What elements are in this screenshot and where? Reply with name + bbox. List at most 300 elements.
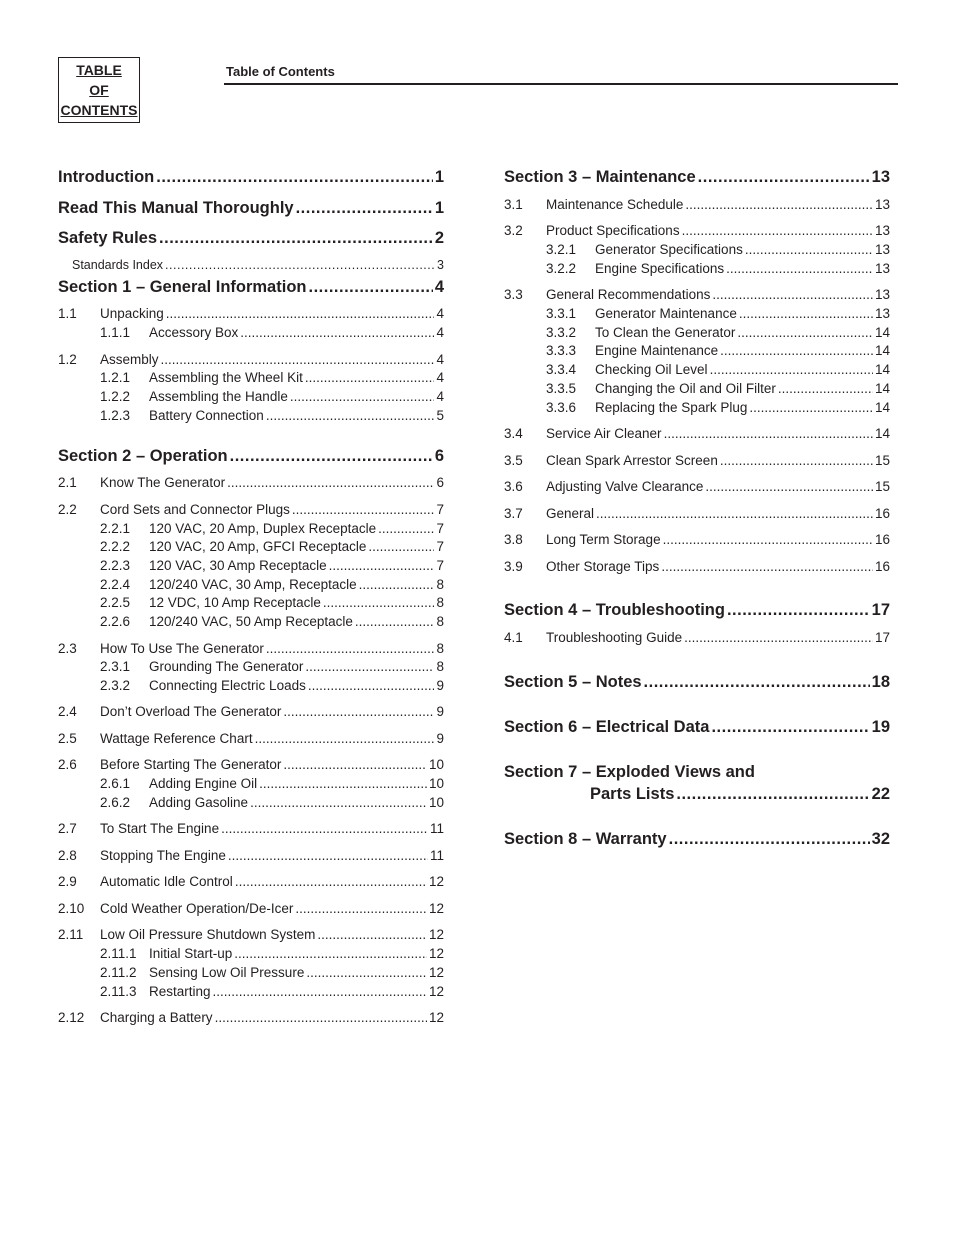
entry-page-number: 12 — [428, 965, 444, 980]
entry-page-number: 10 — [428, 795, 444, 810]
entry-title: Sensing Low Oil Pressure — [149, 965, 305, 980]
toc-entry-e2-2-3[interactable] — [100, 557, 444, 575]
entry-number: 3.3.3 — [546, 343, 577, 358]
entry-page-number: 1 — [434, 168, 444, 186]
entry-page-number: 11 — [429, 848, 444, 863]
toc-entry-s4[interactable] — [504, 598, 890, 622]
toc-entry-e3-7[interactable] — [504, 505, 890, 523]
entry-title: Service Air Cleaner — [546, 426, 662, 441]
entry-page-number: 9 — [436, 678, 444, 693]
entry-number: 2.3 — [58, 641, 77, 656]
entry-page-number: 4 — [436, 306, 444, 321]
entry-number: 2.6.1 — [100, 776, 131, 791]
entry-number: 2.8 — [58, 848, 77, 863]
entry-title: Initial Start-up — [149, 946, 233, 961]
entry-number: 2.1 — [58, 475, 77, 490]
toc-entry-e2-9[interactable] — [58, 873, 444, 891]
entry-title: General Recommendations — [546, 287, 711, 302]
entry-number: 2.11.3 — [100, 984, 137, 999]
entry-number: 2.11.1 — [100, 946, 137, 961]
entry-page-number: 13 — [874, 306, 890, 321]
leader-dots — [596, 505, 873, 523]
entry-title: Assembling the Wheel Kit — [149, 370, 303, 385]
entry-title: 120/240 VAC, 30 Amp, Receptacle — [149, 577, 357, 592]
entry-title: Changing the Oil and Oil Filter — [595, 381, 776, 396]
toc-entry-e3-3-2[interactable] — [546, 324, 890, 342]
toc-entry-e2-2[interactable] — [58, 501, 444, 519]
entry-number: 3.9 — [504, 559, 523, 574]
leader-dots — [228, 847, 428, 865]
toc-entry-e2-3-2[interactable] — [100, 677, 444, 695]
entry-title: Generator Maintenance — [595, 306, 737, 321]
entry-title: Unpacking — [100, 306, 164, 321]
leader-dots — [698, 165, 870, 189]
entry-number: 2.3.2 — [100, 678, 131, 693]
entry-title: Before Starting The Generator — [100, 757, 282, 772]
entry-page-number: 12 — [428, 874, 444, 889]
toc-entry-s7[interactable] — [590, 782, 890, 806]
entry-number: 3.2 — [504, 223, 523, 238]
entry-page-number: 5 — [436, 408, 444, 423]
entry-title: Restarting — [149, 984, 211, 999]
entry-page-number: 10 — [428, 757, 444, 772]
leader-dots — [676, 782, 869, 806]
entry-page-number: 12 — [428, 1010, 444, 1025]
toc-entry-e2-2-4[interactable] — [100, 576, 444, 594]
leader-dots — [317, 926, 427, 944]
entry-title: Wattage Reference Chart — [100, 731, 253, 746]
leader-dots — [664, 425, 873, 443]
entry-page-number: 15 — [874, 479, 890, 494]
leader-dots — [165, 257, 435, 273]
leader-dots — [306, 964, 427, 982]
entry-title: Section 2 – Operation — [58, 447, 228, 465]
page-header-title: Table of Contents — [226, 64, 335, 79]
entry-page-number: 14 — [874, 381, 890, 396]
entry-number: 2.5 — [58, 731, 77, 746]
entry-page-number: 12 — [428, 946, 444, 961]
entry-page-number: 11 — [429, 821, 444, 836]
entry-page-number: 13 — [874, 242, 890, 257]
entry-number: 2.2 — [58, 502, 77, 517]
entry-page-number: 6 — [436, 475, 444, 490]
toc-entry-intro[interactable] — [58, 165, 444, 189]
entry-number: 3.2.2 — [546, 261, 577, 276]
toc-entry-e1-1[interactable] — [58, 305, 444, 323]
entry-title: Engine Maintenance — [595, 343, 719, 358]
leader-dots — [720, 342, 873, 360]
leader-dots — [359, 576, 435, 594]
toc-entry-s2[interactable] — [58, 444, 444, 468]
entry-number: 3.1 — [504, 197, 523, 212]
entry-page-number: 7 — [436, 521, 444, 536]
entry-title: Generator Specifications — [595, 242, 743, 257]
entry-title: Clean Spark Arrestor Screen — [546, 453, 718, 468]
entry-page-number: 15 — [874, 453, 890, 468]
entry-title: 120 VAC, 20 Amp, GFCI Receptacle — [149, 539, 367, 554]
toc-entry-e1-2-1[interactable] — [100, 369, 444, 387]
entry-title: Standards Index — [72, 258, 164, 272]
entry-number: 3.3 — [504, 287, 523, 302]
entry-title: Adding Gasoline — [149, 795, 249, 810]
entry-title: To Clean the Generator — [595, 325, 736, 340]
toc-entry-s3[interactable] — [504, 165, 890, 189]
entry-page-number: 13 — [874, 287, 890, 302]
entry-number: 2.6.2 — [100, 795, 131, 810]
leader-dots — [240, 324, 434, 342]
toc-entry-e3-3-6[interactable] — [546, 399, 890, 417]
entry-number: 2.2.2 — [100, 539, 131, 554]
leader-dots — [749, 399, 873, 417]
leader-dots — [159, 226, 433, 250]
toc-entry-e1-2[interactable] — [58, 351, 444, 369]
leader-dots — [255, 730, 435, 748]
entry-title: Long Term Storage — [546, 532, 661, 547]
entry-number: 3.7 — [504, 506, 523, 521]
entry-title: Product Specifications — [546, 223, 680, 238]
entry-page-number: 8 — [436, 595, 444, 610]
leader-dots — [292, 501, 435, 519]
leader-dots — [644, 670, 870, 694]
entry-title: 12 VDC, 10 Amp Receptacle — [149, 595, 321, 610]
leader-dots — [745, 241, 873, 259]
toc-entry-e3-5[interactable] — [504, 452, 890, 470]
entry-number: 1.1 — [58, 306, 77, 321]
entry-number: 3.3.4 — [546, 362, 577, 377]
leader-dots — [305, 369, 435, 387]
entry-number: 1.2.2 — [100, 389, 131, 404]
toc-entry-s6[interactable] — [504, 715, 890, 739]
entry-title: Assembly — [100, 352, 159, 367]
leader-dots — [305, 658, 434, 676]
toc-entry-e3-8[interactable] — [504, 531, 890, 549]
entry-title: Troubleshooting Guide — [546, 630, 683, 645]
toc-entry-e2-12[interactable] — [58, 1009, 444, 1027]
toc-entry-e2-2-2[interactable] — [100, 538, 444, 556]
entry-number: 2.9 — [58, 874, 77, 889]
entry-title: Section 3 – Maintenance — [504, 168, 696, 186]
leader-dots — [250, 794, 427, 812]
entry-title: Low Oil Pressure Shutdown System — [100, 927, 316, 942]
toc-entry-standards[interactable] — [72, 257, 444, 273]
entry-page-number: 16 — [874, 506, 890, 521]
leader-dots — [290, 388, 435, 406]
entry-page-number: 12 — [428, 927, 444, 942]
entry-title: Charging a Battery — [100, 1010, 213, 1025]
entry-title: Checking Oil Level — [595, 362, 708, 377]
entry-page-number: 17 — [874, 630, 890, 645]
entry-page-number: 4 — [436, 352, 444, 367]
entry-title: Maintenance Schedule — [546, 197, 684, 212]
entry-page-number: 14 — [874, 325, 890, 340]
entry-page-number: 14 — [874, 362, 890, 377]
entry-page-number: 4 — [436, 370, 444, 385]
entry-number: 3.3.1 — [546, 306, 577, 321]
section-7-line-1: Section 7 – Exploded Views and — [504, 763, 755, 781]
entry-number: 2.2.5 — [100, 595, 131, 610]
toc-entry-e3-3-3[interactable] — [546, 342, 890, 360]
toc-entry-e2-11[interactable] — [58, 926, 444, 944]
toc-entry-e2-11-3[interactable] — [100, 983, 444, 1001]
entry-title: Introduction — [58, 168, 155, 186]
toc-entry-e1-1-1[interactable] — [100, 324, 444, 342]
entry-page-number: 16 — [874, 532, 890, 547]
entry-title: Adding Engine Oil — [149, 776, 258, 791]
table-of-contents-tab — [58, 57, 140, 123]
leader-dots — [684, 629, 873, 647]
header-rule — [224, 83, 898, 85]
entry-number: 3.6 — [504, 479, 523, 494]
tab-line-1: TABLE — [76, 62, 122, 78]
entry-title: Section 8 – Warranty — [504, 830, 667, 848]
leader-dots — [685, 196, 873, 214]
entry-page-number: 8 — [436, 577, 444, 592]
entry-page-number: 32 — [871, 830, 890, 848]
leader-dots — [266, 640, 435, 658]
leader-dots — [329, 557, 435, 575]
entry-number: 1.1.1 — [100, 325, 131, 340]
entry-page-number: 7 — [436, 558, 444, 573]
toc-entry-e3-2-2[interactable] — [546, 260, 890, 278]
entry-page-number: 8 — [436, 659, 444, 674]
toc-entry-e2-11-2[interactable] — [100, 964, 444, 982]
entry-page-number: 14 — [874, 426, 890, 441]
leader-dots — [726, 260, 873, 278]
entry-page-number: 8 — [436, 614, 444, 629]
leader-dots — [234, 945, 427, 963]
toc-entry-e2-6-2[interactable] — [100, 794, 444, 812]
entry-number: 3.5 — [504, 453, 523, 468]
entry-title: Battery Connection — [149, 408, 264, 423]
entry-page-number: 12 — [428, 901, 444, 916]
entry-number: 3.2.1 — [546, 242, 577, 257]
toc-entry-e2-6[interactable] — [58, 756, 444, 774]
toc-entry-e3-9[interactable] — [504, 558, 890, 576]
entry-number: 2.11.2 — [100, 965, 137, 980]
entry-number: 2.7 — [58, 821, 77, 836]
leader-dots — [295, 900, 427, 918]
leader-dots — [308, 677, 435, 695]
leader-dots — [213, 983, 427, 1001]
toc-entry-e4-1[interactable] — [504, 629, 890, 647]
entry-page-number: 6 — [434, 447, 444, 465]
entry-number: 2.2.1 — [100, 521, 131, 536]
entry-page-number: 17 — [871, 601, 890, 619]
leader-dots — [323, 594, 435, 612]
entry-title: Stopping The Engine — [100, 848, 226, 863]
toc-entry-e1-2-2[interactable] — [100, 388, 444, 406]
entry-page-number: 14 — [874, 343, 890, 358]
entry-title: Engine Specifications — [595, 261, 725, 276]
leader-dots — [682, 222, 873, 240]
leader-dots — [669, 827, 870, 851]
leader-dots — [355, 613, 435, 631]
leader-dots — [161, 351, 435, 369]
entry-page-number: 13 — [874, 223, 890, 238]
toc-entry-e3-1[interactable] — [504, 196, 890, 214]
entry-title: 120 VAC, 20 Amp, Duplex Receptacle — [149, 521, 377, 536]
entry-number: 3.3.5 — [546, 381, 577, 396]
toc-entry-e2-10[interactable] — [58, 900, 444, 918]
entry-title: Cold Weather Operation/De-Icer — [100, 901, 294, 916]
entry-title: 120/240 VAC, 50 Amp Receptacle — [149, 614, 353, 629]
toc-entry-s5[interactable] — [504, 670, 890, 694]
entry-number: 3.8 — [504, 532, 523, 547]
entry-number: 2.6 — [58, 757, 77, 772]
entry-page-number: 16 — [874, 559, 890, 574]
entry-title: Connecting Electric Loads — [149, 678, 306, 693]
entry-title: Replacing the Spark Plug — [595, 400, 748, 415]
leader-dots — [283, 703, 434, 721]
leader-dots — [296, 196, 433, 220]
leader-dots — [235, 873, 427, 891]
entry-page-number: 9 — [436, 731, 444, 746]
entry-page-number: 3 — [437, 258, 444, 272]
entry-title: General — [546, 506, 595, 521]
entry-page-number: 1 — [434, 199, 444, 217]
toc-entry-e3-3-5[interactable] — [546, 380, 890, 398]
entry-number: 2.2.6 — [100, 614, 131, 629]
entry-page-number: 4 — [436, 325, 444, 340]
toc-entry-s8[interactable] — [504, 827, 890, 851]
entry-page-number: 4 — [436, 389, 444, 404]
entry-number: 2.12 — [58, 1010, 85, 1025]
entry-page-number: 9 — [436, 704, 444, 719]
toc-entry-e2-2-1[interactable] — [100, 520, 444, 538]
leader-dots — [737, 324, 873, 342]
leader-dots — [308, 275, 432, 299]
leader-dots — [368, 538, 434, 556]
entry-title: Assembling the Handle — [149, 389, 288, 404]
leader-dots — [663, 531, 873, 549]
entry-page-number: 13 — [874, 197, 890, 212]
leader-dots — [156, 165, 433, 189]
entry-page-number: 13 — [871, 168, 890, 186]
leader-dots — [283, 756, 427, 774]
leader-dots — [378, 520, 434, 538]
entry-title: How To Use The Generator — [100, 641, 264, 656]
toc-entry-e2-7[interactable] — [58, 820, 444, 838]
leader-dots — [221, 820, 428, 838]
entry-number: 1.2.1 — [100, 370, 131, 385]
toc-entry-e3-3[interactable] — [504, 286, 890, 304]
toc-entry-e3-3-4[interactable] — [546, 361, 890, 379]
leader-dots — [227, 474, 434, 492]
entry-title: Parts Lists — [590, 785, 675, 803]
entry-page-number: 4 — [434, 278, 444, 296]
entry-number: 1.2 — [58, 352, 77, 367]
toc-entry-e2-11-1[interactable] — [100, 945, 444, 963]
entry-page-number: 7 — [436, 502, 444, 517]
entry-title: Other Storage Tips — [546, 559, 660, 574]
entry-number: 2.2.3 — [100, 558, 131, 573]
entry-page-number: 8 — [436, 641, 444, 656]
entry-page-number: 13 — [874, 261, 890, 276]
toc-entry-e1-2-3[interactable] — [100, 407, 444, 425]
leader-dots — [230, 444, 433, 468]
entry-title: Cord Sets and Connector Plugs — [100, 502, 290, 517]
entry-page-number: 10 — [428, 776, 444, 791]
entry-title: Know The Generator — [100, 475, 226, 490]
leader-dots — [266, 407, 435, 425]
entry-title: Read This Manual Thoroughly — [58, 199, 294, 217]
entry-page-number: 18 — [871, 673, 890, 691]
toc-entry-e2-3-1[interactable] — [100, 658, 444, 676]
entry-number: 2.4 — [58, 704, 77, 719]
leader-dots — [166, 305, 435, 323]
entry-number: 3.3.6 — [546, 400, 577, 415]
toc-entry-e3-3-1[interactable] — [546, 305, 890, 323]
toc-entry-e2-2-6[interactable] — [100, 613, 444, 631]
toc-entry-e3-4[interactable] — [504, 425, 890, 443]
entry-number: 2.2.4 — [100, 577, 131, 592]
leader-dots — [710, 361, 873, 379]
entry-title: Safety Rules — [58, 229, 158, 247]
toc-entry-e2-1[interactable] — [58, 474, 444, 492]
entry-page-number: 22 — [871, 785, 890, 803]
toc-entry-e2-3[interactable] — [58, 640, 444, 658]
entry-number: 4.1 — [504, 630, 523, 645]
toc-entry-e3-6[interactable] — [504, 478, 890, 496]
entry-title: Don’t Overload The Generator — [100, 704, 282, 719]
leader-dots — [739, 305, 873, 323]
entry-title: To Start The Engine — [100, 821, 220, 836]
tab-line-2: OF — [89, 82, 109, 98]
leader-dots — [727, 598, 870, 622]
entry-title: Accessory Box — [149, 325, 239, 340]
entry-page-number: 19 — [871, 718, 890, 736]
entry-title: Automatic Idle Control — [100, 874, 233, 889]
entry-page-number: 14 — [874, 400, 890, 415]
leader-dots — [705, 478, 873, 496]
toc-entry-read[interactable] — [58, 196, 444, 220]
entry-title: Section 5 – Notes — [504, 673, 642, 691]
leader-dots — [711, 715, 869, 739]
toc-entry-s1[interactable] — [58, 275, 444, 299]
entry-number: 3.4 — [504, 426, 523, 441]
toc-entry-e2-4[interactable] — [58, 703, 444, 721]
leader-dots — [661, 558, 873, 576]
leader-dots — [712, 286, 873, 304]
entry-number: 2.3.1 — [100, 659, 131, 674]
tab-line-3: CONTENTS — [60, 102, 138, 118]
leader-dots — [720, 452, 873, 470]
toc-entry-e2-5[interactable] — [58, 730, 444, 748]
toc-entry-e3-2[interactable] — [504, 222, 890, 240]
leader-dots — [215, 1009, 427, 1027]
entry-number: 1.2.3 — [100, 408, 131, 423]
leader-dots — [259, 775, 427, 793]
toc-entry-e2-2-5[interactable] — [100, 594, 444, 612]
toc-entry-e3-2-1[interactable] — [546, 241, 890, 259]
entry-page-number: 12 — [428, 984, 444, 999]
entry-title: 120 VAC, 30 Amp Receptacle — [149, 558, 327, 573]
entry-number: 3.3.2 — [546, 325, 577, 340]
entry-number: 2.10 — [58, 901, 85, 916]
toc-entry-e2-6-1[interactable] — [100, 775, 444, 793]
entry-title: Section 4 – Troubleshooting — [504, 601, 725, 619]
entry-number: 2.11 — [58, 927, 84, 942]
entry-page-number: 7 — [436, 539, 444, 554]
leader-dots — [778, 380, 873, 398]
entry-title: Adjusting Valve Clearance — [546, 479, 704, 494]
toc-entry-safety[interactable] — [58, 226, 444, 250]
entry-title: Section 1 – General Information — [58, 278, 307, 296]
entry-page-number: 2 — [434, 229, 444, 247]
entry-title: Grounding The Generator — [149, 659, 304, 674]
toc-entry-e2-8[interactable] — [58, 847, 444, 865]
entry-title: Section 6 – Electrical Data — [504, 718, 710, 736]
